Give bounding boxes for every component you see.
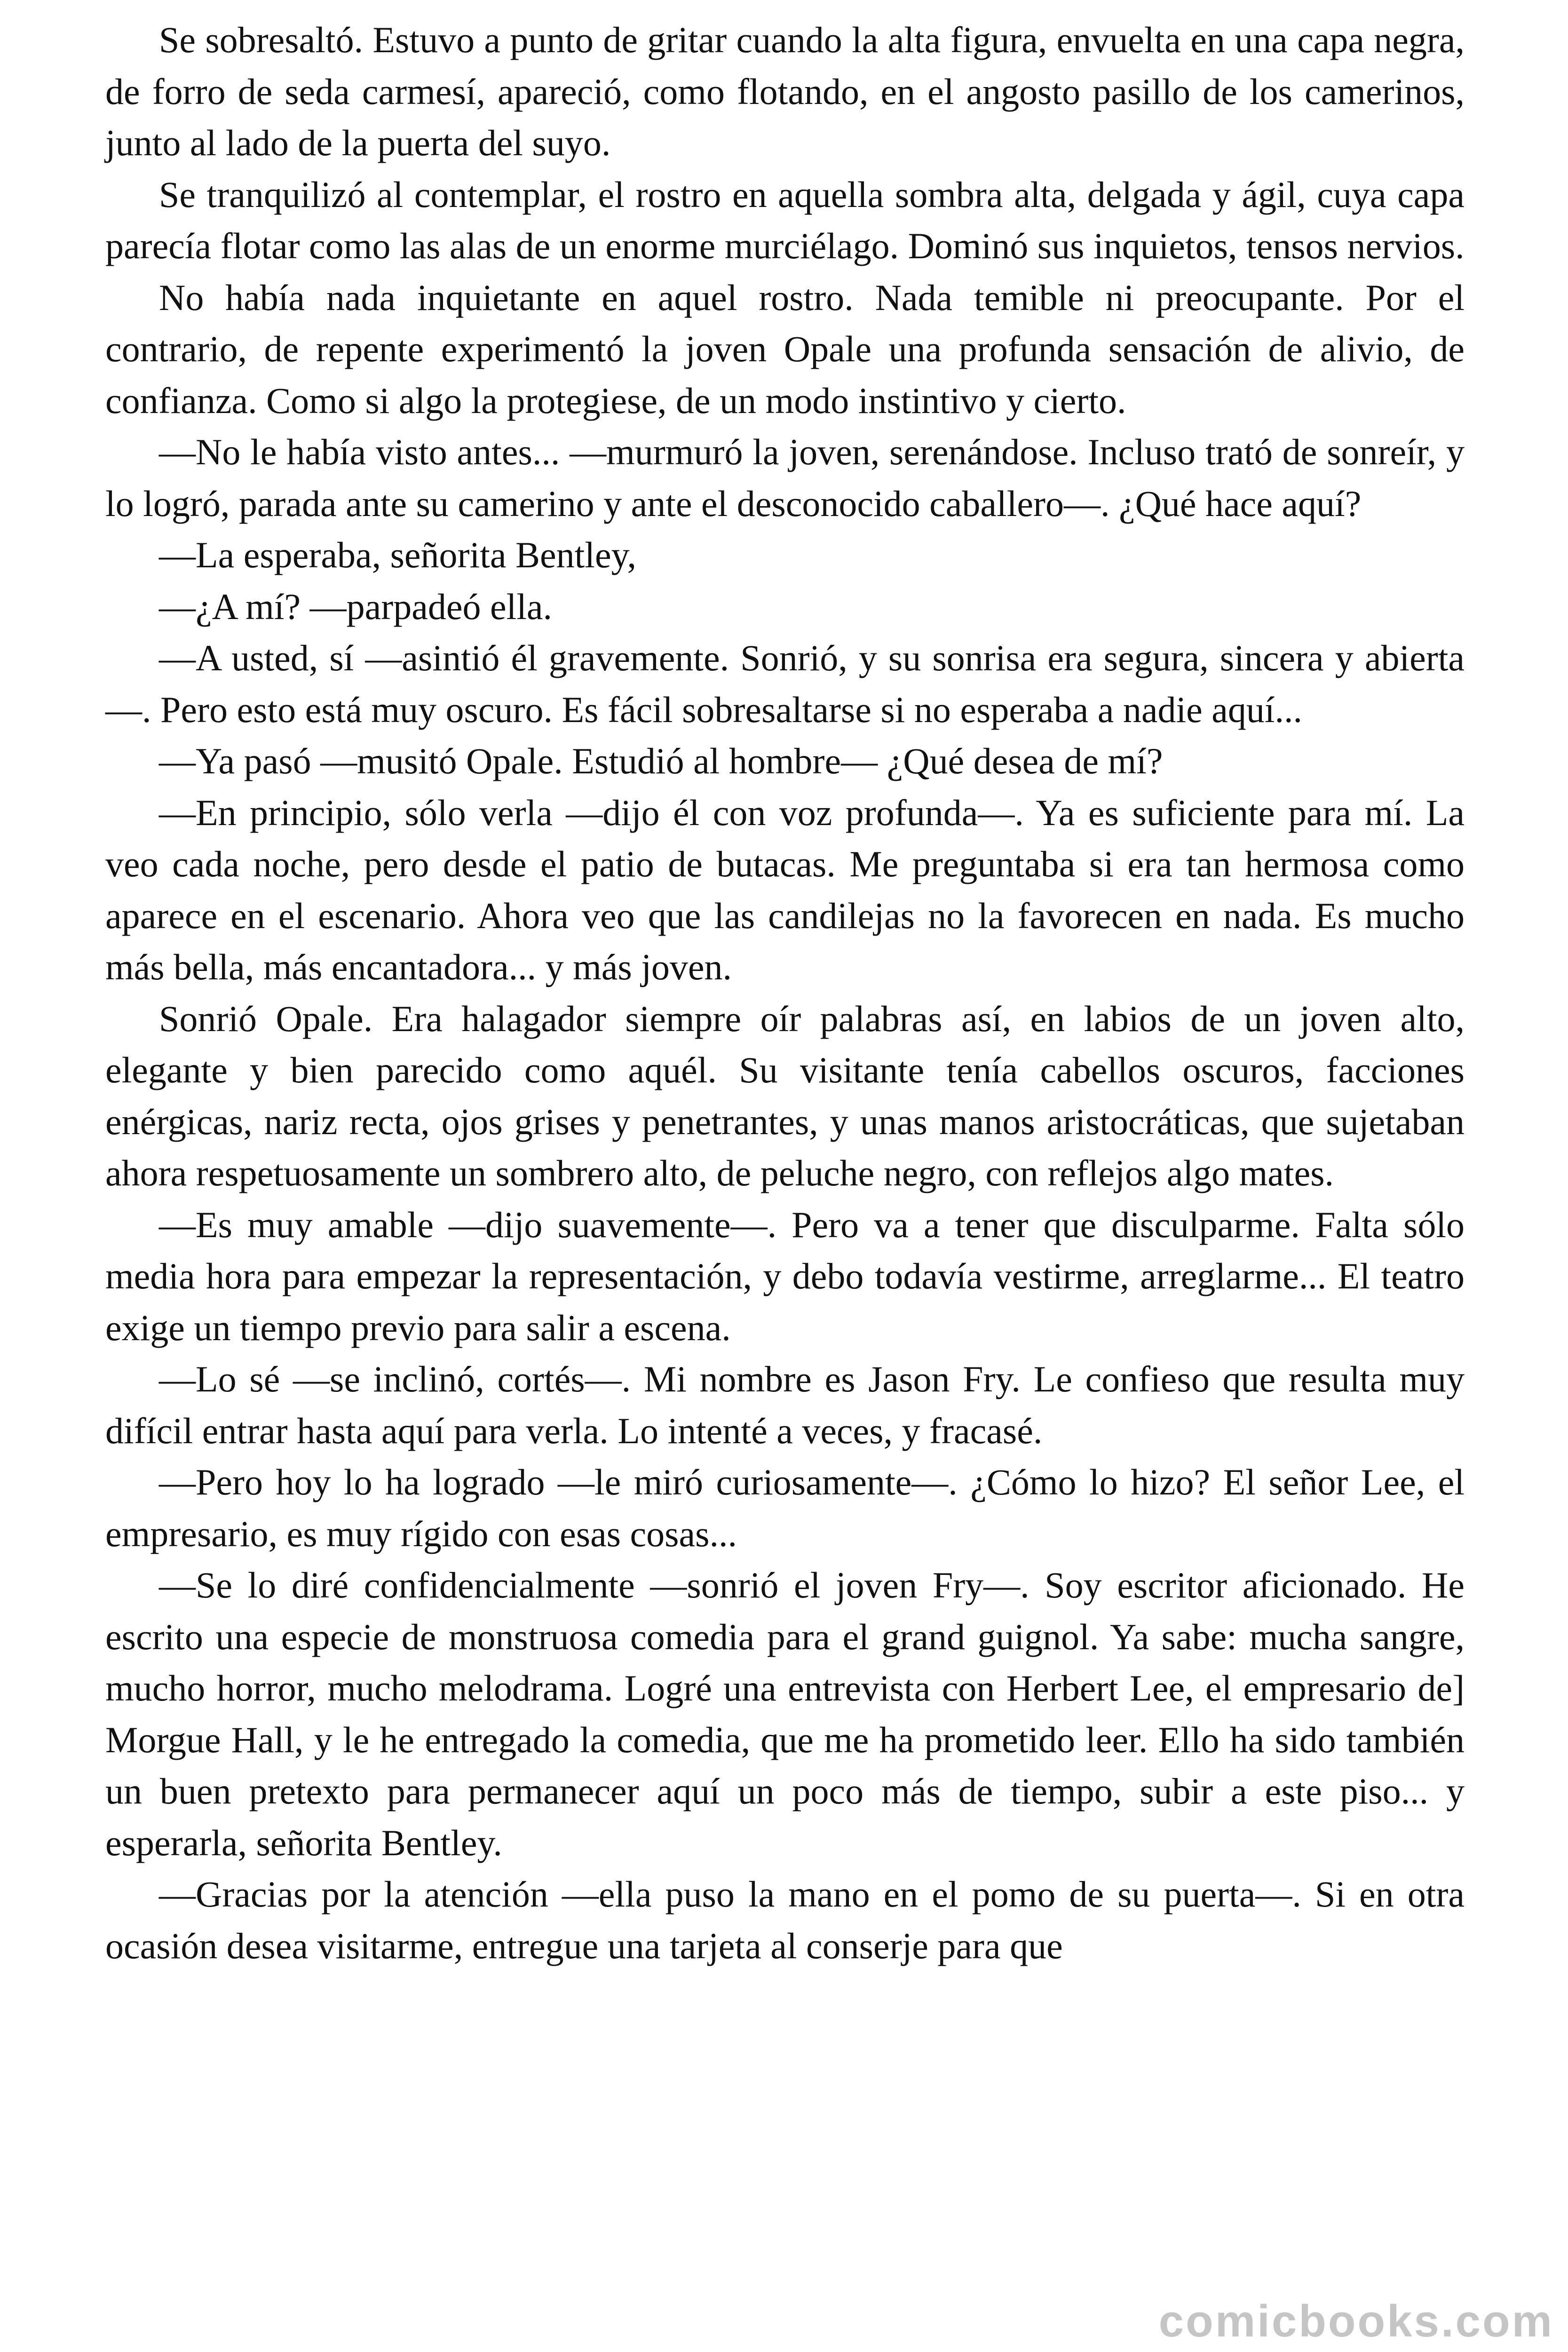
paragraph-1: Se sobresaltó. Estuvo a punto de gritar cuando la alta figura, envuelta en una capa negra, de forro de seda carmesí, apareció, como flotando, en el angosto pasillo de los camerinos, junto al lado de la puerta del suyo. [105,19,1465,163]
paragraph-13: —Pero hoy lo ha logrado —le miró curiosamente—. ¿Cómo lo hizo? El señor Lee, el empresario, es muy rígido con esas cosas... [105,1462,1465,1554]
paragraph-5: —La esperaba, señorita Bentley, [159,534,637,575]
paragraph-4: —No le había visto antes... —murmuró la joven, serenándose. Incluso trató de sonreír, y lo logró, parada ante su camerino y ante el desconocido caballero—. ¿Qué hace aquí? [105,431,1465,524]
paragraph-11: —Es muy amable —dijo suavemente—. Pero va a tener que disculparme. Falta sólo media hora para empezar la representación, y debo todavía vestirme, arreglarme... El teatro exige un tiempo previo para salir a escena. [105,1204,1465,1348]
paragraph-2: Se tranquilizó al contemplar, el rostro en aquella sombra alta, delgada y ágil, cuya capa parecía flotar como las alas de un enorme murciélago. Dominó sus inquietos, tensos nervios. [105,174,1465,266]
paragraph-12: —Lo sé —se inclinó, cortés—. Mi nombre es Jason Fry. Le confieso que resulta muy difícil entrar hasta aquí para verla. Lo intenté a veces, y fracasé. [105,1359,1465,1451]
paragraph-7: —A usted, sí —asintió él gravemente. Sonrió, y su sonrisa era segura, sincera y abierta—. Pero esto está muy oscuro. Es fácil sobresaltarse si no esperaba a nadie aquí... [105,637,1465,730]
paragraph-8: —Ya pasó —musitó Opale. Estudió al hombre— ¿Qué desea de mí? [159,740,1163,781]
paragraph-9: —En principio, sólo verla —dijo él con voz profunda—. Ya es suficiente para mí. La veo cada noche, pero desde el patio de butacas. Me preguntaba si era tan hermosa como aparece en el escenario. Ahora veo que las candilejas no la favorecen en nada. Es mucho más bella, más encantadora... y más joven. [105,792,1465,987]
paragraph-6: —¿A mí? —parpadeó ella. [159,586,553,627]
paragraph-14: —Se lo diré confidencialmente —sonrió el joven Fry—. Soy escritor aficionado. He escrito una especie de monstruosa comedia para el grand guignol. Ya sabe: mucha sangre, mucho horror, mucho melodrama. Logré una entrevista con Herbert Lee, el empresario de] Morgue Hall, y le he entregado la comedia, que me ha prometido leer. Ello ha sido también un buen pretexto para permanecer aquí un poco más de tiempo, subir a este piso... y esperarla, señorita Bentley. [105,1565,1465,1863]
watermark: comicbooks.com [1158,2296,1554,2346]
page-text [105,14,1465,1971]
paragraph-3: No había nada inquietante en aquel rostro. Nada temible ni preocupante. Por el contrario, de repente experimentó la joven Opale una profunda sensación de alivio, de confianza. Como si algo la protegiese, de un modo instintivo y cierto. [105,277,1465,421]
paragraph-15: —Gracias por la atención —ella puso la mano en el pomo de su puerta—. Si en otra ocasión desea visitarme, entregue una tarjeta al conserje para que [105,1874,1465,1966]
paragraph-10: Sonrió Opale. Era halagador siempre oír palabras así, en labios de un joven alto, elegante y bien parecido como aquél. Su visitante tenía cabellos oscuros, facciones enérgicas, nariz recta, ojos grises y penetrantes, y unas manos aristocráticas, que sujetaban ahora respetuosamente un sombrero alto, de peluche negro, con reflejos algo mates. [105,998,1465,1193]
